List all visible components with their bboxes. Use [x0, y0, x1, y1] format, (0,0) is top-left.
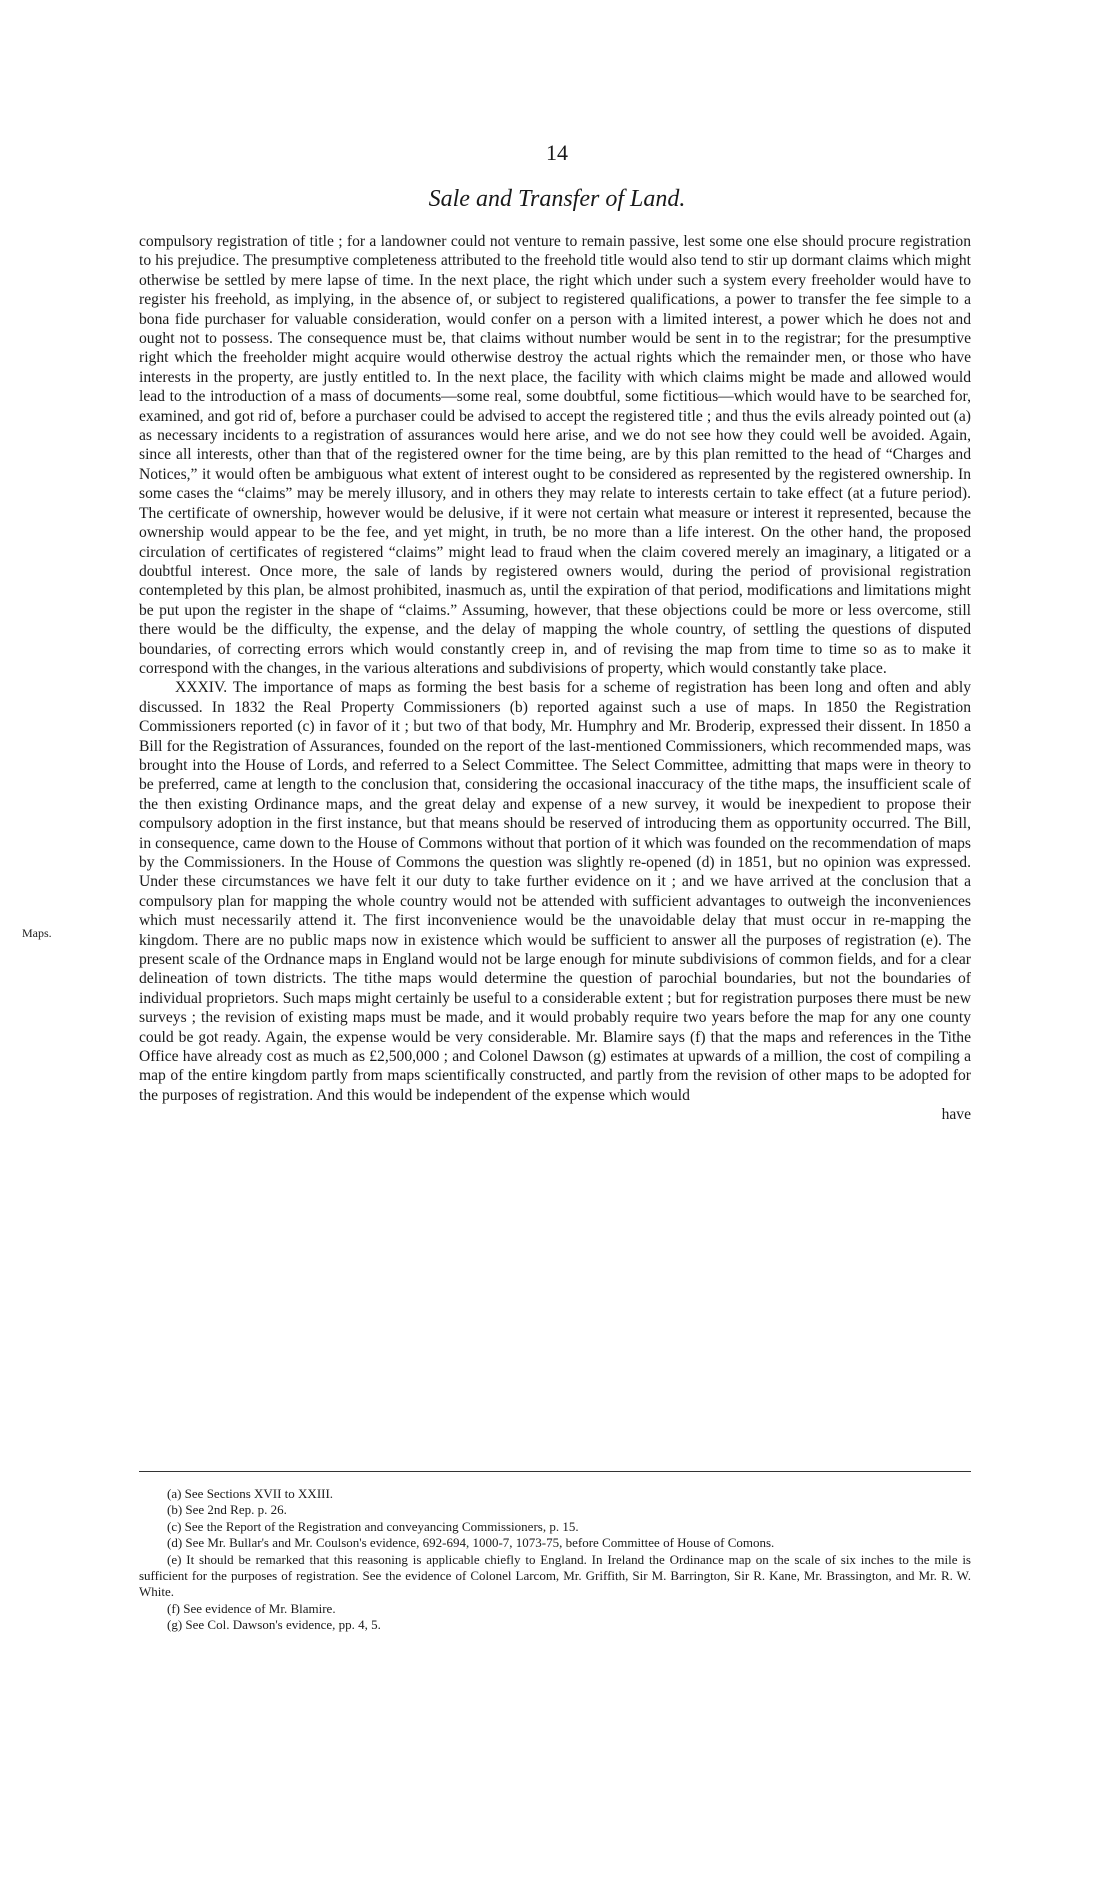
page-number: 14 [546, 140, 568, 165]
footnote-f: (f) See evidence of Mr. Blamire. [167, 1600, 336, 1616]
paragraph-2: XXXIV. The importance of maps as forming the best basis for a scheme of registration has been long and often and ably discussed. In 1832 the Real Property Commissioners (b) reported against such a use of maps. In 1850 the Registration Commissioners reported (c) in favor of it ; but two of that body, Mr. Humphry and Mr. Broderip, expressed their dissent. In 1850 a Bill for the Registration of Assurances, founded on the report of the last-mentioned Commissioners, which recommended maps, was brought into the House of Lords, and referred to a Select Committee. The Select Committee, admitting that maps were in theory to be preferred, came at length to the conclusion that, considering the occasional inaccuracy of the tithe maps, the insufficient scale of the then existing Ordinance maps, and the great delay and expense of a new survey, it would be inexpedient to propose their compulsory adoption in the first instance, but that means should be reserved of introducing them as opportunity occurred. The Bill, in consequence, came down to the House of Commons without that portion of it which was founded on the recommendation of maps by the Commissioners. In the House of Commons the question was slightly re-opened (d) in 1851, but no opinion was expressed. Under these circumstances we have felt it our duty to take further evidence on it ; and we have arrived at the conclusion that a compulsory plan for mapping the whole country would not be attended with sufficient advantages to outweigh the inconveniences which must necessarily attend it. The first inconvenience would be the unavoidable delay that must occur in re-mapping the kingdom. There are no public maps now in existence which would be sufficient to answer all the purposes of registration (e). The present scale of the Ordnance maps in England would not be large enough for minute subdivisions of common fields, and for a clear delineation of town districts. The tithe maps would determine the question of parochial boundaries, but not the boundaries of individual proprietors. Such maps might certainly be useful to a considerable extent ; but for registration purposes there must be new surveys ; the revision of existing maps must be made, and it would probably require two years before the map for any one county could be got ready. Again, the expense would be very considerable. Mr. Blamire says (f) that the maps and references in the Tithe Office have already cost as much as £2,500,000 ; and Colonel Dawson (g) estimates at upwards of a million, the cost of compiling a map of the entire kingdom partly from maps scientifically constructed, and partly from the revision of other maps to be adopted for the purposes of registration. And this would be independent of the expense which would [139, 679, 971, 1104]
footnote-b: (b) See 2nd Rep. p. 26. [167, 1502, 287, 1518]
footnotes [139, 1486, 971, 1634]
side-note-maps: Maps. [22, 926, 52, 940]
footnote-a: (a) See Sections XVII to XXIII. [167, 1486, 334, 1501]
footnote-rule [139, 1471, 971, 1472]
body-text [139, 232, 971, 1125]
catch-word: have [941, 1106, 971, 1124]
footnote-e: (e) It should be remarked that this reasoning is applicable chiefly to England. In Ireland the Ordinance map on the scale of six inches to the mile is sufficient for the purposes of registration. See the evidence of Colonel Larcom, Mr. Griffith, Sir M. Barrington, Sir R. Kane, Mr. Brassington, and Mr. R. W. White. [139, 1551, 971, 1600]
footnote-d: (d) See Mr. Bullar's and Mr. Coulson's evidence, 692-694, 1000-7, 1073-75, before Committee of House of Comons. [167, 1535, 775, 1551]
footnote-g: (g) See Col. Dawson's evidence, pp. 4, 5. [167, 1617, 381, 1633]
paragraph-1: compulsory registration of title ; for a landowner could not venture to remain passive, lest some one else should procure registration to his prejudice. The presumptive completeness attributed to the freehold title would also tend to stir up dormant claims which might otherwise be settled by mere lapse of time. In the next place, the right which under such a system every freeholder would have to register his freehold, as implying, in the absence of, or subject to registered qualifications, a power to transfer the fee simple to a bona fide purchaser for valuable consideration, would confer on a person with a limited interest, a power which he does not and ought not to possess. The consequence must be, that claims without number would be sent in to the registrar; for the presumptive right which the freeholder might acquire would otherwise destroy the actual rights which the remainder men, or those who have interests in the property, are justly entitled to. In the next place, the facility with which claims might be made and allowed would lead to the introduction of a mass of documents—some real, some doubtful, some fictitious—which would have to be searched for, examined, and got rid of, before a purchaser could be advised to accept the registered title ; and thus the evils already pointed out (a) as necessary incidents to a registration of assurances would here arise, and we do not see how they could well be avoided. Again, since all interests, other than that of the registered owner for the time being, are by this plan remitted to the head of “Charges and Notices,” it would often be ambiguous what extent of interest ought to be considered as represented by the registered ownership. In some cases the “claims” may be merely illusory, and in others they may relate to interests certain to take effect (at a future period). The certificate of ownership, however would be delusive, if it were not certain what measure or interest it represented, because the ownership would appear to be the fee, and yet might, in truth, be no more than a life interest. On the other hand, the proposed circulation of certificates of registered “claims” might lead to fraud when the claim covered merely an imaginary, a litigated or a doubtful interest. Once more, the sale of lands by registered owners would, during the period of provisional registration contempleted by this plan, be almost prohibited, inasmuch as, until the expiration of that period, modifications and limitations might be put upon the register in the shape of “claims.” Assuming, however, that these objections could be more or less overcome, still there would be the difficulty, the expense, and the delay of mapping the whole country, of settling the questions of disputed boundaries, of correcting errors which would constantly creep in, and of revising the map from time to time so as to make it correspond with the changes, in the various alterations and subdivisions of property, which would constantly take place. [139, 233, 971, 677]
footnote-c: (c) See the Report of the Registration and conveyancing Commissioners, p. 15. [167, 1518, 579, 1534]
running-title: Sale and Transfer of Land. [428, 186, 686, 212]
